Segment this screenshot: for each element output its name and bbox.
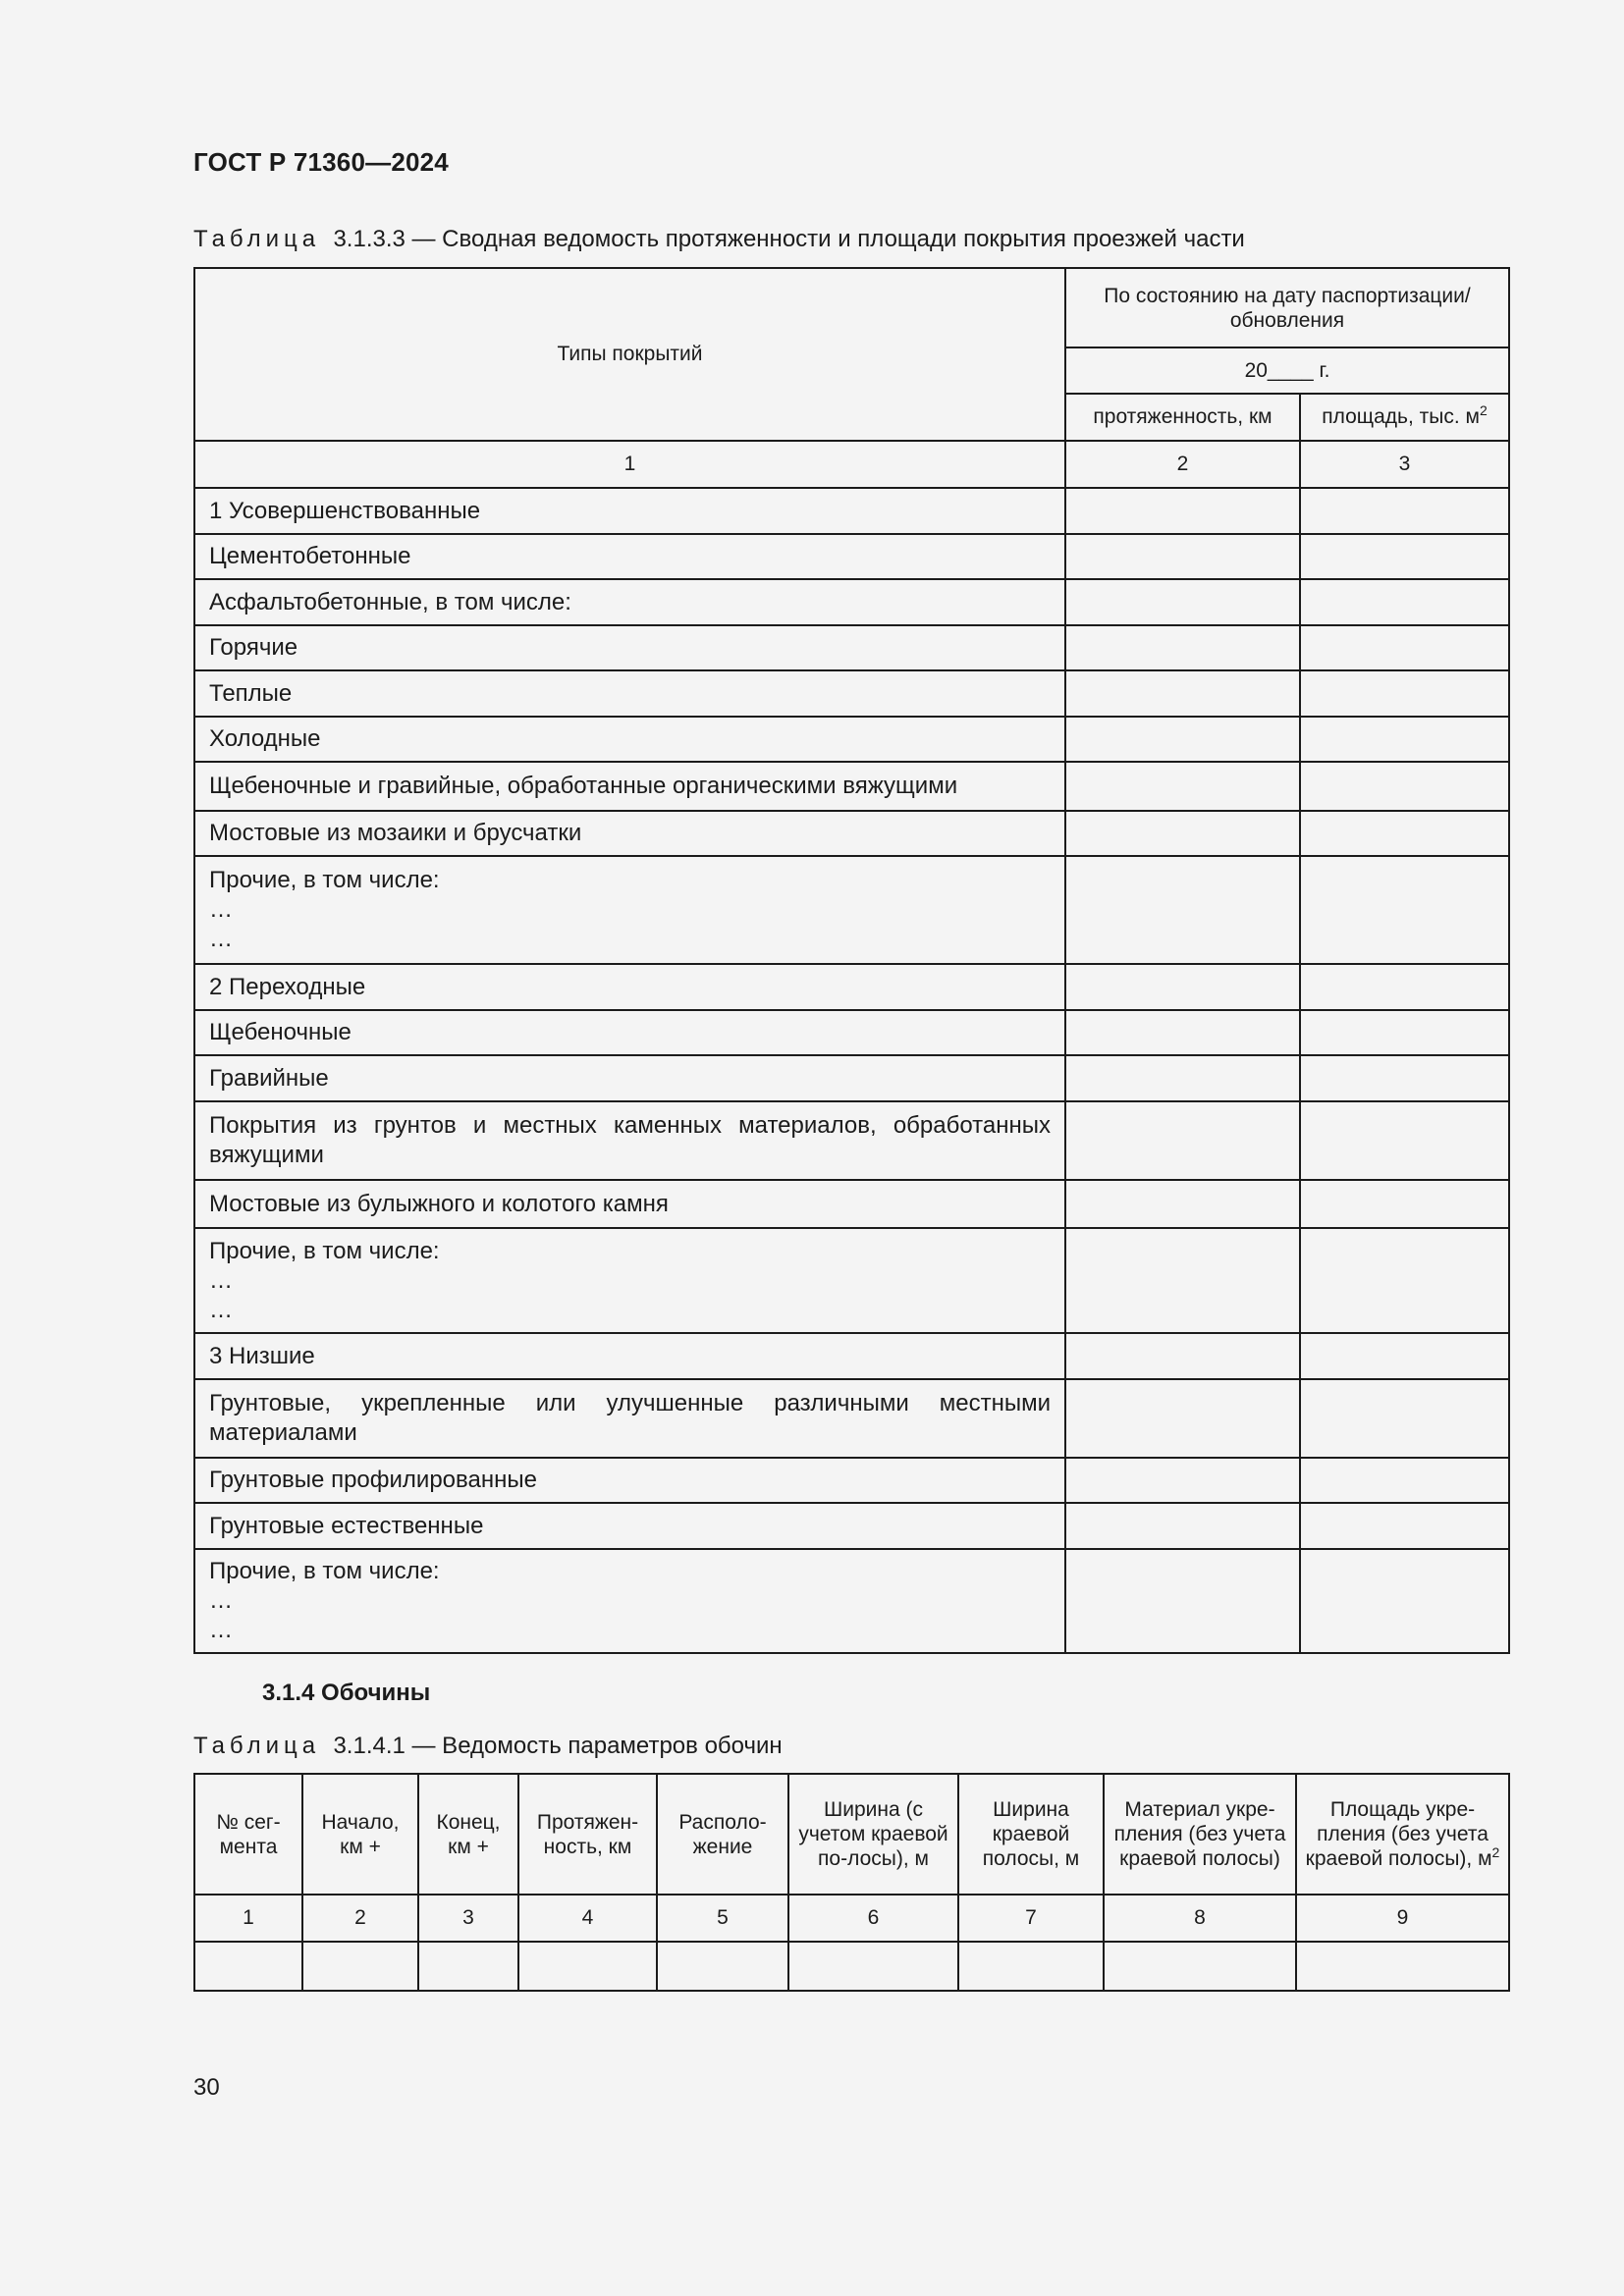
coverage-summary-table: [193, 267, 1510, 1654]
header-end: Конец, км +: [418, 1774, 518, 1895]
cell-area: [1300, 534, 1509, 579]
cell-area: [1300, 717, 1509, 762]
table-row: [194, 811, 1509, 856]
cell-area: [1300, 1010, 1509, 1055]
ellipsis: …: [209, 1266, 233, 1294]
table-row: [194, 1010, 1509, 1055]
table-row: [194, 1503, 1509, 1549]
row-label: Покрытия из грунтов и местных каменных материалов, обработанных вяжущими: [194, 1101, 1065, 1180]
cell-length: [1065, 964, 1300, 1010]
column-number: 6: [788, 1895, 958, 1942]
header-area-sup: 2: [1479, 402, 1488, 418]
table-row: [194, 670, 1509, 717]
column-number: 3: [418, 1895, 518, 1942]
caption-word: Таблица: [193, 226, 321, 252]
table-row: [194, 762, 1509, 811]
document-code: ГОСТ Р 71360—2024: [193, 147, 449, 177]
table-row: [194, 1458, 1509, 1503]
column-number: 9: [1296, 1895, 1509, 1942]
column-number: 7: [958, 1895, 1104, 1942]
row-label: Прочие, в том числе:: [209, 867, 440, 893]
table-row: [194, 488, 1509, 534]
cell-length: [1065, 625, 1300, 670]
row-label-with-sublist: [194, 856, 1065, 964]
empty-cell: [1104, 1942, 1296, 1991]
cell-area: [1300, 1228, 1509, 1333]
header-area-sup: 2: [1491, 1844, 1500, 1860]
row-label: Грунтовые естественные: [194, 1503, 1065, 1549]
cell-length: [1065, 1333, 1300, 1379]
table-row: [194, 1333, 1509, 1379]
row-label: Грунтовые профилированные: [194, 1458, 1065, 1503]
cell-area: [1300, 964, 1509, 1010]
table-row: [194, 1228, 1509, 1333]
table-row: [194, 625, 1509, 670]
row-label: 3 Низшие: [194, 1333, 1065, 1379]
row-label: Теплые: [194, 670, 1065, 717]
table-row: [194, 1379, 1509, 1458]
ellipsis: …: [209, 1296, 233, 1323]
cell-area: [1300, 1503, 1509, 1549]
row-label: Горячие: [194, 625, 1065, 670]
header-width: Ширина (с учетом краевой по-лосы), м: [788, 1774, 958, 1895]
cell-area: [1300, 1379, 1509, 1458]
header-length: протяженность, км: [1065, 394, 1300, 441]
table-caption: [193, 1733, 783, 1760]
column-number: 8: [1104, 1895, 1296, 1942]
empty-cell: [1296, 1942, 1509, 1991]
cell-length: [1065, 1458, 1300, 1503]
table-caption: [193, 226, 1245, 253]
cell-area: [1300, 670, 1509, 717]
table-row: [194, 1180, 1509, 1228]
table-row: [194, 1055, 1509, 1101]
row-label: Щебеночные и гравийные, обработанные органическими вяжущими: [194, 762, 1065, 811]
cell-length: [1065, 1549, 1300, 1653]
cell-length: [1065, 488, 1300, 534]
cell-length: [1065, 579, 1300, 625]
cell-length: [1065, 717, 1300, 762]
section-heading: 3.1.4 Обочины: [262, 1680, 431, 1706]
cell-area: [1300, 811, 1509, 856]
header-length: Протяжен-ность, км: [518, 1774, 657, 1895]
row-label: Гравийные: [194, 1055, 1065, 1101]
cell-area: [1300, 488, 1509, 534]
header-area-text: площадь, тыс. м: [1322, 405, 1480, 428]
header-location: Располо-жение: [657, 1774, 788, 1895]
table-row: [194, 579, 1509, 625]
cell-area: [1300, 1101, 1509, 1180]
ellipsis: …: [209, 896, 233, 923]
empty-cell: [302, 1942, 418, 1991]
empty-cell: [418, 1942, 518, 1991]
row-label: 2 Переходные: [194, 964, 1065, 1010]
table-row: [194, 717, 1509, 762]
cell-length: [1065, 856, 1300, 964]
empty-cell: [788, 1942, 958, 1991]
column-number: 2: [302, 1895, 418, 1942]
row-label-with-sublist: [194, 1549, 1065, 1653]
empty-cell: [518, 1942, 657, 1991]
table-row: [194, 1101, 1509, 1180]
cell-length: [1065, 1101, 1300, 1180]
cell-area: [1300, 1458, 1509, 1503]
row-label: Холодные: [194, 717, 1065, 762]
column-number: 1: [194, 441, 1065, 488]
cell-area: [1300, 762, 1509, 811]
header-segment-number: № сег-мента: [194, 1774, 302, 1895]
empty-cell: [958, 1942, 1104, 1991]
caption-word: Таблица: [193, 1733, 321, 1759]
table-row: [194, 534, 1509, 579]
cell-area: [1300, 1180, 1509, 1228]
header-reinforcement-material: Материал укре-пления (без учета краевой полосы): [1104, 1774, 1296, 1895]
table-row: [194, 964, 1509, 1010]
column-number: 5: [657, 1895, 788, 1942]
ellipsis: …: [209, 926, 233, 952]
cell-length: [1065, 762, 1300, 811]
cell-area: [1300, 1549, 1509, 1653]
row-label-with-sublist: [194, 1228, 1065, 1333]
column-number: 2: [1065, 441, 1300, 488]
row-label: Прочие, в том числе:: [209, 1558, 440, 1584]
cell-area: [1300, 579, 1509, 625]
cell-length: [1065, 1180, 1300, 1228]
cell-length: [1065, 1503, 1300, 1549]
header-reinforcement-area: [1296, 1774, 1509, 1895]
caption-text: 3.1.3.3 — Сводная ведомость протяженности и площади покрытия проезжей части: [333, 226, 1245, 252]
header-state-date: По состоянию на дату паспортизации/ обновления: [1065, 268, 1509, 347]
shoulders-parameters-table: [193, 1773, 1510, 1992]
ellipsis: …: [209, 1617, 233, 1643]
row-label: Асфальтобетонные, в том числе:: [194, 579, 1065, 625]
header-edge-strip-width: Ширина краевой полосы, м: [958, 1774, 1104, 1895]
row-label: Мостовые из мозаики и брусчатки: [194, 811, 1065, 856]
row-label: Прочие, в том числе:: [209, 1237, 440, 1264]
header-year: 20____ г.: [1065, 347, 1509, 394]
cell-length: [1065, 1228, 1300, 1333]
cell-length: [1065, 1010, 1300, 1055]
cell-area: [1300, 625, 1509, 670]
table-row: [194, 1549, 1509, 1653]
cell-area: [1300, 1333, 1509, 1379]
column-number: 3: [1300, 441, 1509, 488]
row-label: 1 Усовершенствованные: [194, 488, 1065, 534]
row-label: Грунтовые, укрепленные или улучшенные различными местными материалами: [194, 1379, 1065, 1458]
page-number: 30: [193, 2074, 220, 2101]
cell-area: [1300, 856, 1509, 964]
cell-length: [1065, 1055, 1300, 1101]
row-label: Мостовые из булыжного и колотого камня: [194, 1180, 1065, 1228]
empty-cell: [657, 1942, 788, 1991]
column-number: 1: [194, 1895, 302, 1942]
cell-length: [1065, 534, 1300, 579]
table-row: [194, 1942, 1509, 1991]
header-start: Начало, км +: [302, 1774, 418, 1895]
ellipsis: …: [209, 1587, 233, 1614]
header-coverage-types: Типы покрытий: [194, 268, 1065, 441]
table-row: [194, 856, 1509, 964]
cell-length: [1065, 1379, 1300, 1458]
cell-area: [1300, 1055, 1509, 1101]
caption-text: 3.1.4.1 — Ведомость параметров обочин: [333, 1733, 783, 1759]
row-label: Цементобетонные: [194, 534, 1065, 579]
header-area: [1300, 394, 1509, 441]
row-label: Щебеночные: [194, 1010, 1065, 1055]
cell-length: [1065, 811, 1300, 856]
header-area-text: Площадь укре-пления (без учета краевой полосы), м: [1305, 1798, 1492, 1870]
column-number: 4: [518, 1895, 657, 1942]
cell-length: [1065, 670, 1300, 717]
empty-cell: [194, 1942, 302, 1991]
